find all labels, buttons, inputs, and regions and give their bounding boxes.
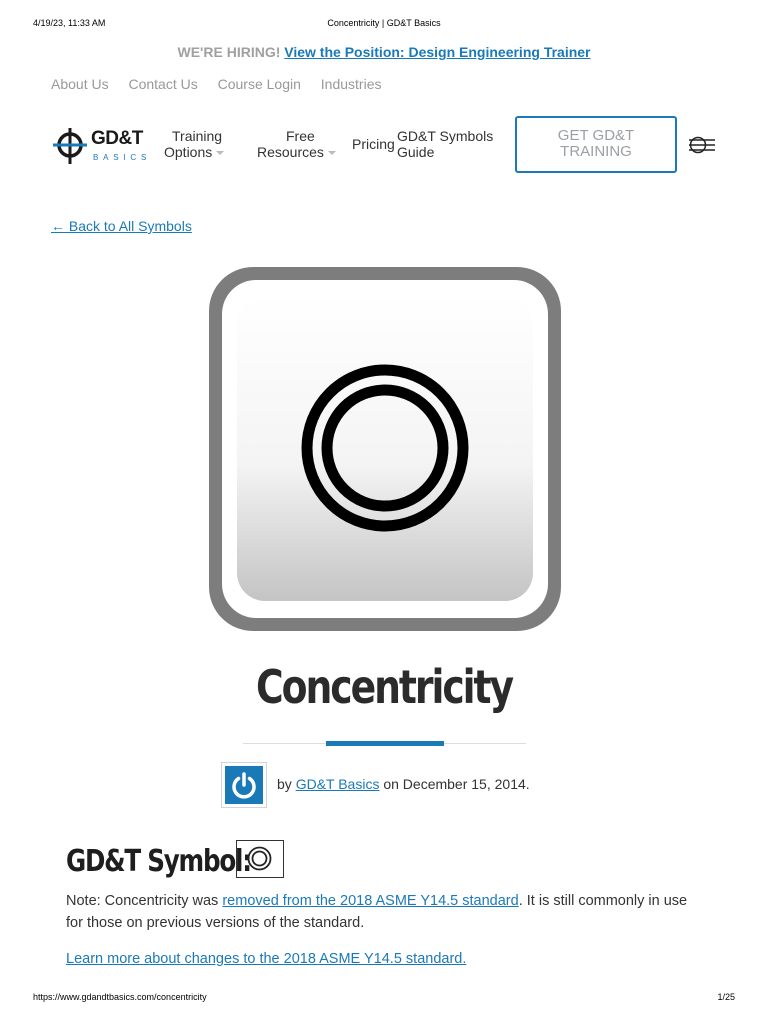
print-footer xyxy=(33,992,735,1006)
hiring-banner xyxy=(0,44,768,60)
byline-prefix: by xyxy=(277,776,292,792)
title-accent-bar xyxy=(326,741,444,746)
nav-free-line2: Resources xyxy=(257,144,324,160)
logo-tagline: BASICS xyxy=(93,153,152,162)
nav-symbols-line2: Guide xyxy=(397,144,435,160)
note-suffix: . It is still commonly in use for those on previous versions of the standard. xyxy=(66,893,688,931)
site-logo[interactable] xyxy=(51,126,151,166)
avatar[interactable] xyxy=(221,762,267,808)
gdt-crosshair-logo-icon xyxy=(51,126,89,166)
byline xyxy=(221,762,561,808)
print-page-number: 1/25 xyxy=(717,992,735,1002)
removed-standard-link[interactable]: removed from the 2018 ASME Y14.5 standard xyxy=(222,893,519,909)
nav-contact-us[interactable]: Contact Us xyxy=(128,76,198,92)
get-training-button[interactable] xyxy=(515,116,677,173)
hiring-lead: WE'RE HIRING! xyxy=(177,44,281,60)
back-to-symbols-link[interactable]: ← Back to All Symbols xyxy=(51,218,192,234)
concentricity-symbol-icon xyxy=(237,841,282,876)
nav-course-login[interactable]: Course Login xyxy=(217,76,301,92)
cta-line1: GET GD&T xyxy=(557,127,635,144)
hiring-position-link[interactable]: View the Position: Design Engineering Trainer xyxy=(284,44,591,60)
learn-more-link[interactable]: Learn more about changes to the 2018 ASME Y14.5 standard. xyxy=(66,951,467,967)
power-avatar-icon xyxy=(225,766,263,804)
nav-training-line1: Training xyxy=(172,128,223,144)
nav-about-us[interactable]: About Us xyxy=(51,76,109,92)
symbol-heading-label: GD&T Symbol: xyxy=(66,844,251,879)
nav-pricing[interactable]: Pricing xyxy=(352,136,395,152)
note-prefix: Note: Concentricity was xyxy=(66,893,223,909)
concentricity-symbol-icon xyxy=(209,267,561,631)
deprecation-note xyxy=(66,890,706,934)
print-url: https://www.gdandtbasics.com/concentricity xyxy=(33,992,207,1002)
nav-symbols-line1: GD&T Symbols xyxy=(397,128,494,144)
dropdown-caret-icon xyxy=(216,151,224,155)
print-page-title: Concentricity | GD&T Basics xyxy=(327,18,441,28)
author-link[interactable]: GD&T Basics xyxy=(295,776,380,792)
symbol-frame xyxy=(236,840,284,878)
nav-free-line1: Free xyxy=(286,128,315,144)
nav-training-line2: Options xyxy=(164,144,213,160)
nav-industries[interactable]: Industries xyxy=(320,76,382,92)
print-datetime: 4/19/23, 11:33 AM xyxy=(33,18,106,28)
publish-date: on December 15, 2014. xyxy=(383,776,530,792)
top-nav xyxy=(51,76,398,92)
cta-line2: TRAINING xyxy=(560,143,632,160)
main-nav xyxy=(0,112,768,178)
dropdown-caret-icon xyxy=(328,151,336,155)
byline-text xyxy=(277,776,530,792)
page-title: Concentricity xyxy=(255,660,513,714)
menu-icon[interactable] xyxy=(688,134,716,156)
logo-wordmark: GD&T xyxy=(91,128,143,149)
nav-free-resources[interactable] xyxy=(257,128,336,160)
nav-training-options[interactable] xyxy=(164,128,224,160)
print-header xyxy=(33,18,735,32)
nav-symbols-guide[interactable] xyxy=(397,128,493,160)
